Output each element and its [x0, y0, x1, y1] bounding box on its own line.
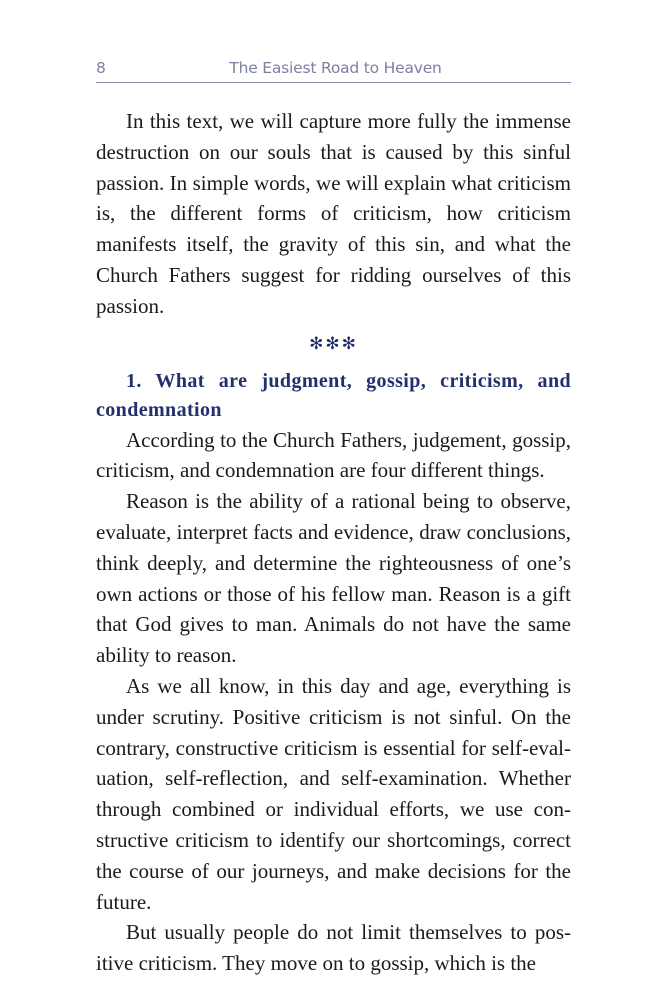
paragraph: Reason is the ability of a rational being to observe, evaluate, interpret facts and evidence, draw conclusions, think deeply, and determine the righteousness of one’s own actions or those of his fellow man. Reason is a gift that God gives to man. Animals do not have the same ability to reason. — [96, 489, 571, 668]
paragraph: But usually people do not limit themselves to positive criticism. They move on to gossip, which is the — [96, 920, 571, 976]
intro-paragraph: In this text, we will capture more fully the immense destruction on our souls that is caused by this sinful passion. In simple words, we will explain what criticism is, the different forms of criticism, how criticism manifests itself, the gravity of this sin, and what the Church Fathers suggest for ridding ourselves of this passion. — [96, 109, 571, 318]
paragraph: According to the Church Fathers, judgement, gossip, criticism, and condemnation are four different things. — [96, 427, 571, 483]
book-title: The Easiest Road to Heaven — [229, 59, 442, 77]
paragraph: As we all know, in this day and age, everything is under scrutiny. Positive criticism is not sinful. On the contrary, constructive criticism is essential for self-evaluation, self-reflection, and self-examination. Whether through combined or individual efforts, we use constructive criticism to identify our shortcomings, correct the course of our journeys, and make decisions for the future. — [96, 673, 571, 914]
page-number: 8 — [96, 59, 106, 77]
section-break-ornament-icon: ✻✻✻ — [309, 333, 358, 354]
page-body — [96, 106, 571, 979]
running-header — [96, 58, 571, 83]
section-heading: 1. What are judgment, gossip, criticism, and condemnation — [96, 369, 571, 421]
